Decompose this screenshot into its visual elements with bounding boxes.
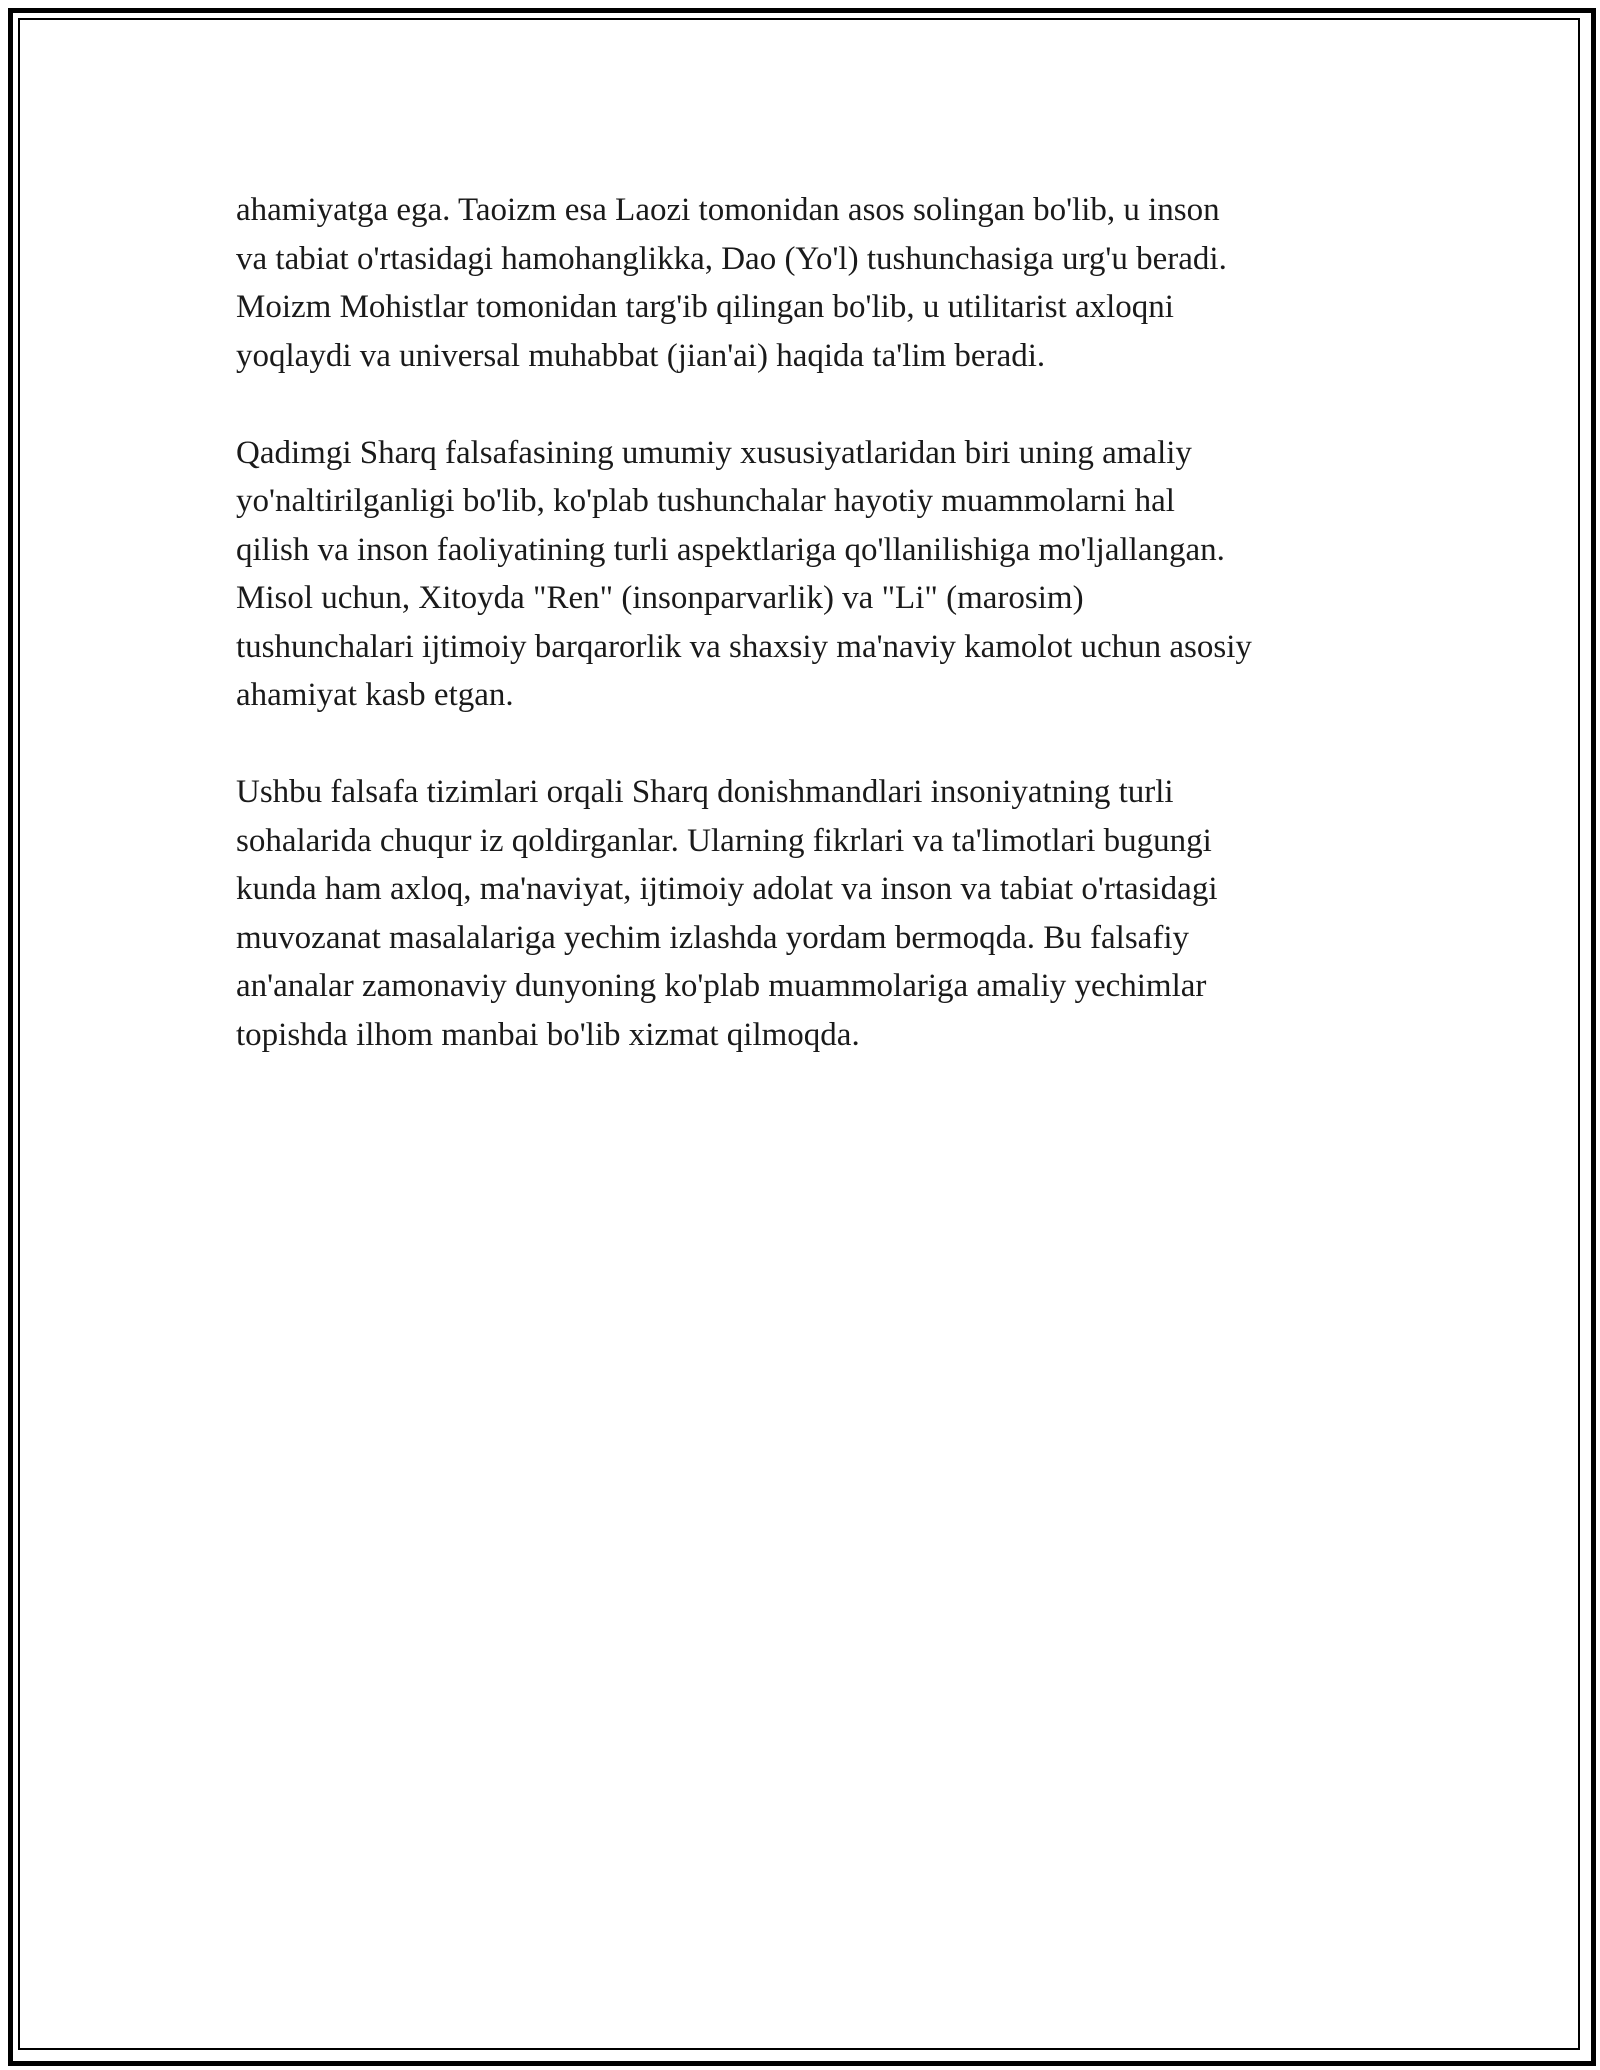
document-body xyxy=(236,186,1376,1108)
text-line: ahamiyatga ega. Taoizm esa Laozi tomonidan asos solingan bo'lib, u inson xyxy=(236,192,1220,228)
text-line: qilish va inson faoliyatining turli aspektlariga qo'llanilishiga mo'ljallangan. xyxy=(236,531,1225,568)
text-line: muvozanat masalalariga yechim izlashda yordam bermoqda. Bu falsafiy xyxy=(236,919,1189,956)
text-line: Qadimgi Sharq falsafasining umumiy xususiyatlaridan biri uning amaliy xyxy=(236,434,1192,471)
paragraph-2 xyxy=(236,429,1376,720)
text-line: Misol uchun, Xitoyda "Ren" (insonparvarlik) va "Li" (marosim) xyxy=(236,580,1084,616)
paragraph-3 xyxy=(236,768,1376,1059)
text-line: yo'naltirilganligi bo'lib, ko'plab tushunchalar hayotiy muammolarni hal xyxy=(236,483,1175,519)
text-line: ahamiyat kasb etgan. xyxy=(236,677,514,713)
text-line: topishda ilhom manbai bo'lib xizmat qilmoqda. xyxy=(236,1016,860,1053)
text-line: Ushbu falsafa tizimlari orqali Sharq donishmandlari insoniyatning turli xyxy=(236,774,1174,810)
text-line: tushunchalari ijtimoiy barqarorlik va shaxsiy ma'naviy kamolot uchun asosiy xyxy=(236,628,1252,665)
text-line: va tabiat o'rtasidagi hamohanglikka, Dao (Yo'l) tushunchasiga urg'u beradi. xyxy=(236,240,1227,277)
text-line: an'analar zamonaviy dunyoning ko'plab muammolariga amaliy yechimlar xyxy=(236,968,1207,1004)
text-line: yoqlaydi va universal muhabbat (jian'ai) haqida ta'lim beradi. xyxy=(236,337,1046,374)
text-line: sohalarida chuqur iz qoldirganlar. Ularning fikrlari va ta'limotlari bugungi xyxy=(236,822,1212,859)
paragraph-1 xyxy=(236,186,1376,380)
text-line: Moizm Mohistlar tomonidan targ'ib qilingan bo'lib, u utilitarist axloqni xyxy=(236,289,1174,325)
text-line: kunda ham axloq, ma'naviyat, ijtimoiy adolat va inson va tabiat o'rtasidagi xyxy=(236,871,1218,907)
